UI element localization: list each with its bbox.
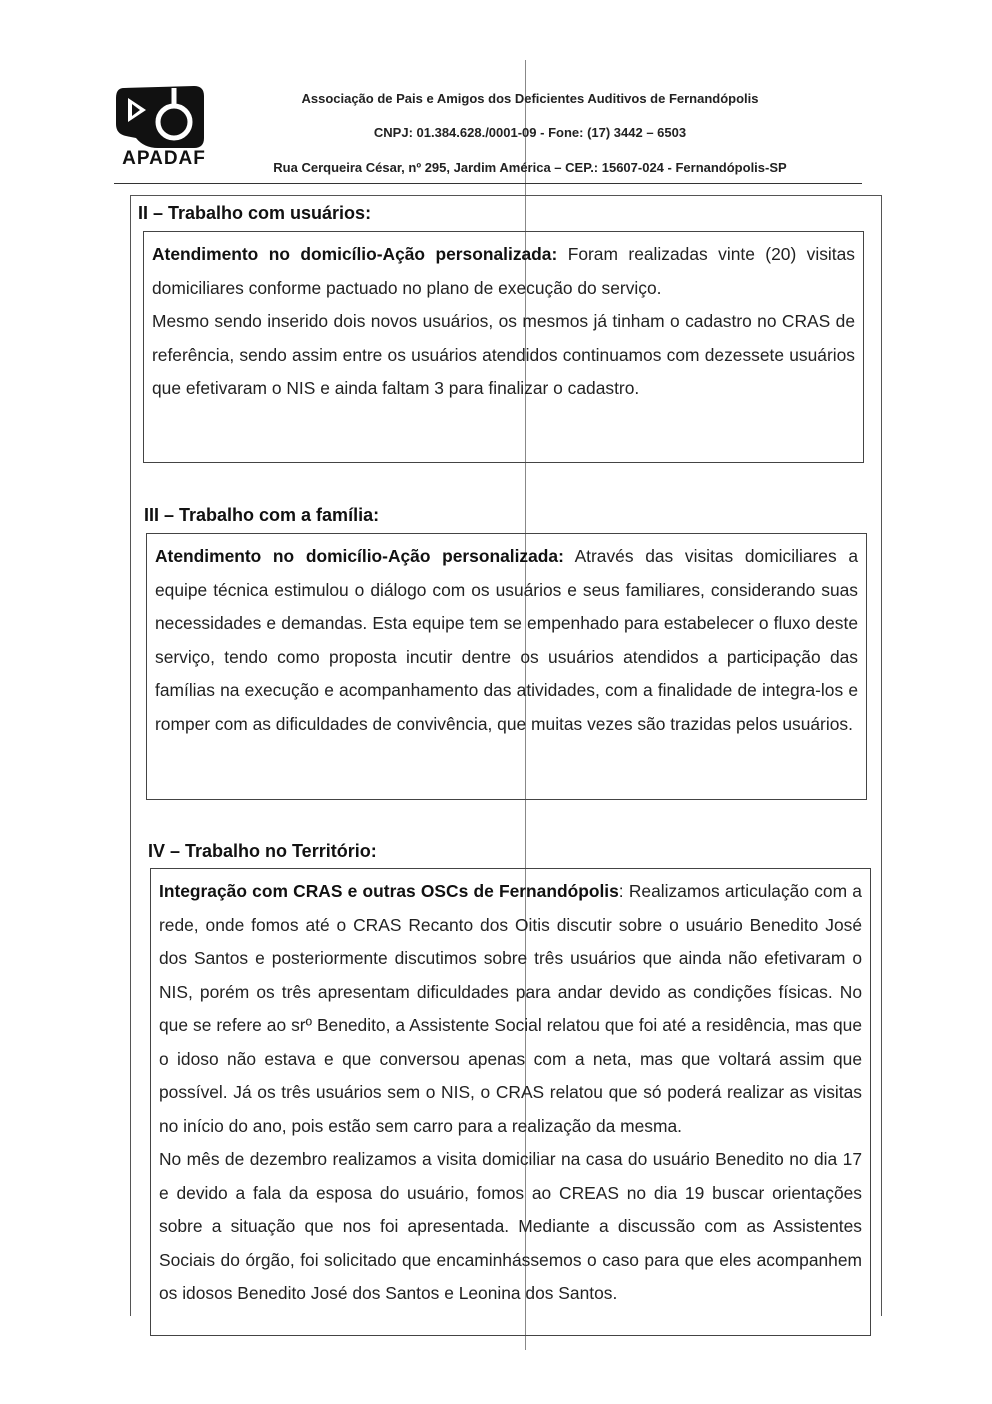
section-paragraph [152,238,855,305]
section-paragraph: Mesmo sendo inserido dois novos usuários, os mesmos já tinham o cadastro no CRAS de referência, sendo assim entre os usuários atendidos continuamos com dezessete usuários que efetivaram o NIS e ainda faltam 3 para finalizar o cadastro. [152,311,855,398]
section-title-familia: III – Trabalho com a família: [144,505,380,525]
section-text: Através das visitas domiciliares a equipe técnica estimulou o diálogo com os usuários e seus familiares, considerando suas necessidades e demandas. Esta equipe tem se empenhado para estabelecer o fluxo deste serviço, tendo como proposta incutir dentre os usuários atendidos a participação das famílias na execução e acompanhamento das atividades, com a finalidade de integra-los e romper com as dificuldades de convivência, que muitas vezes são trazidas pelos usuários. [155,546,858,734]
section-title-territorio: IV – Trabalho no Território: [148,841,377,861]
section-lead: Atendimento no domicílio-Ação personalizada: [152,244,558,264]
section-paragraph [159,875,862,1143]
section-box-usuarios [143,231,864,463]
cnpj-phone: CNPJ: 01.384.628./0001-09 - Fone: (17) 3442 – 6503 [373,125,687,140]
section-title-usuarios: II – Trabalho com usuários: [138,203,372,223]
section-box-familia [146,533,867,800]
organization-name: Associação de Pais e Amigos dos Deficientes Auditivos de Fernandópolis [301,91,759,106]
apadaf-logo [112,84,216,170]
logo-emblem-icon [114,84,206,150]
section-text: Foram realizadas vinte (20) visitas domiciliares conforme pactuado no plano de execução do serviço. [152,244,855,298]
logo-text: APADAF [122,148,206,169]
address: Rua Cerqueira César, nº 295, Jardim América – CEP.: 15607-024 - Fernandópolis-SP [273,160,787,175]
section-paragraph [155,540,858,741]
section-paragraph: No mês de dezembro realizamos a visita domiciliar na casa do usuário Benedito no dia 17 e devido a fala da esposa do usuário, fomos ao CREAS no dia 19 buscar orientações sobre a situação que nos foi apresentada. Mediante a discussão com as Assistentes Sociais do órgão, foi solicitado que encaminhássemos o caso para que eles acompanhem os idosos Benedito José dos Santos e Leonina dos Santos. [159,1149,862,1303]
section-box-territorio [150,868,871,1336]
section-lead: Atendimento no domicílio-Ação personalizada: [155,546,564,566]
header-divider [114,183,862,184]
section-lead: Integração com CRAS e outras OSCs de Fernandópolis [159,881,619,901]
section-text: : Realizamos articulação com a rede, onde fomos até o CRAS Recanto dos Oitis discutir sobre o usuário Benedito José dos Santos e posteriormente discutimos sobre três usuários que ainda não efetivaram o NIS, porém os três apresentam dificuldades para andar devido as condições físicas. No que se refere ao srº Benedito, a Assistente Social relatou que foi até a residência, mas que o idoso não estava e que conversou apenas com a neta, mas que voltará assim que possível. Já os três usuários sem o NIS, o CRAS relatou que só poderá realizar as visitas no início do ano, pois estão sem carro para a realização da mesma. [159,881,862,1136]
